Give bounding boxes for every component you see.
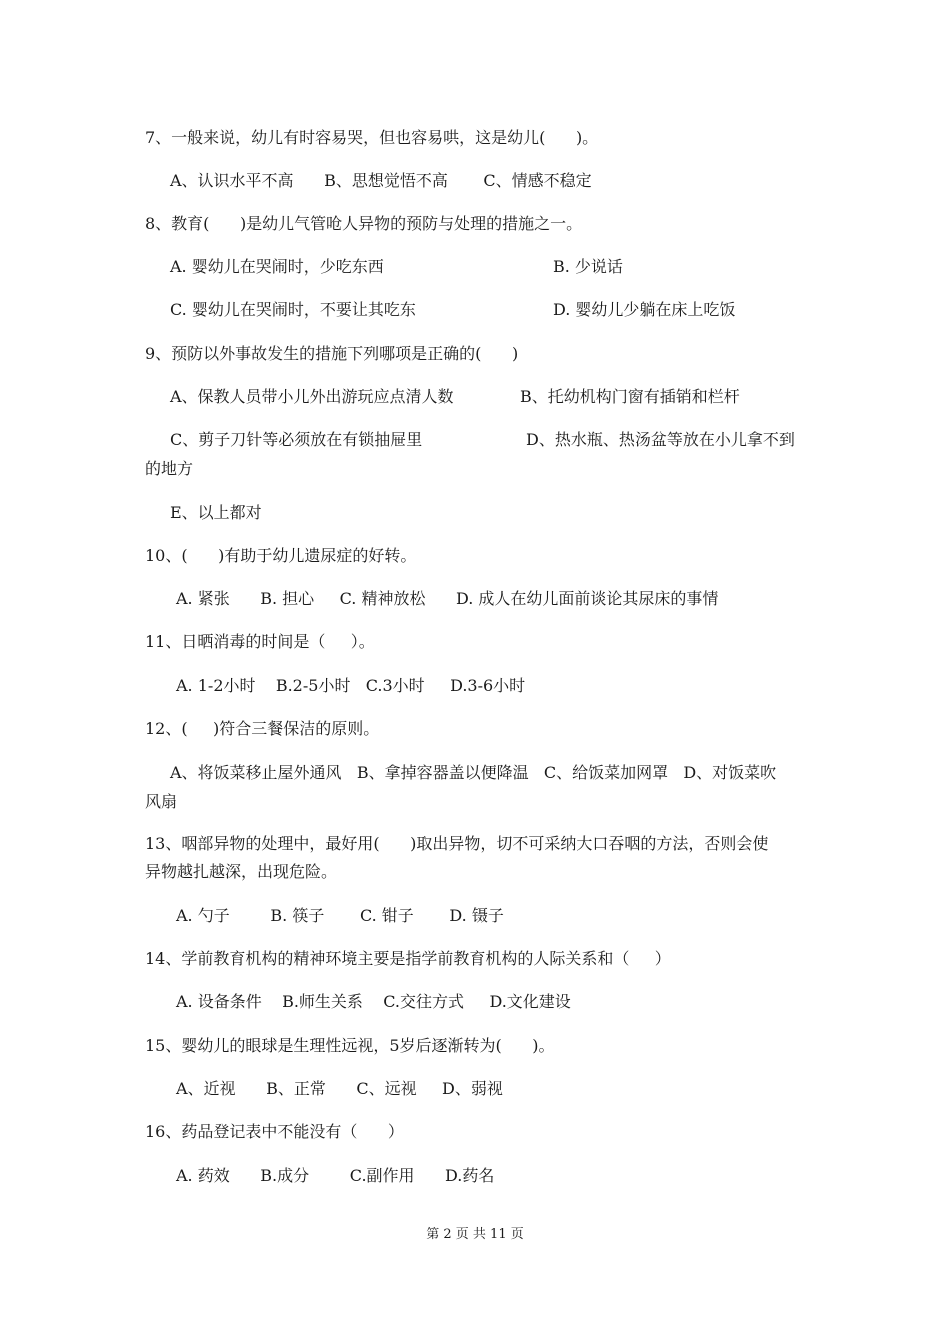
- question-8-option-c: C. 婴幼儿在哭闹时，不要让其吃东: [170, 300, 416, 319]
- question-11-options: A. 1-2小时 B.2-5小时 C.3小时 D.3-6小时: [176, 676, 526, 695]
- question-16-stem: 16、药品登记表中不能没有（ ）: [145, 1122, 404, 1141]
- page-number-footer: 第 2 页 共 11 页: [426, 1227, 524, 1242]
- question-9-option-d: D、热水瓶、热汤盆等放在小儿拿不到: [526, 430, 795, 449]
- question-8-option-a: A. 婴幼儿在哭闹时，少吃东西: [170, 257, 384, 276]
- question-8-option-b: B. 少说话: [553, 257, 623, 276]
- question-8-option-d: D. 婴幼儿少躺在床上吃饭: [553, 300, 736, 319]
- question-12-options: A、将饭菜移止屋外通风 B、拿掉容器盖以便降温 C、给饭菜加网罩 D、对饭菜吹: [170, 763, 777, 782]
- question-8-stem: 8、教育( )是幼儿气管呛人异物的预防与处理的措施之一。: [145, 214, 583, 233]
- question-15-options: A、近视 B、正常 C、远视 D、弱视: [176, 1079, 503, 1098]
- question-9-option-d-continued: 的地方: [145, 459, 194, 478]
- question-14-stem: 14、学前教育机构的精神环境主要是指学前教育机构的人际关系和（ ）: [145, 949, 671, 968]
- question-16-options: A. 药效 B.成分 C.副作用 D.药名: [176, 1166, 495, 1185]
- question-12-options-continued: 风扇: [145, 792, 178, 811]
- question-10-options: A. 紧张 B. 担心 C. 精神放松 D. 成人在幼儿面前谈论其尿床的事情: [176, 589, 719, 608]
- question-11-stem: 11、日晒消毒的时间是（ ）。: [145, 632, 375, 651]
- question-9-option-a: A、保教人员带小儿外出游玩应点清人数: [170, 387, 454, 406]
- question-13-options: A. 勺子 B. 筷子 C. 钳子 D. 镊子: [176, 906, 504, 925]
- question-13-stem: 13、咽部异物的处理中，最好用( )取出异物，切不可采纳大口吞咽的方法，否则会使: [145, 834, 769, 853]
- question-7-stem: 7、一般来说，幼儿有时容易哭，但也容易哄，这是幼儿( )。: [145, 128, 599, 147]
- question-7-options: A、认识水平不高 B、思想觉悟不高 C、情感不稳定: [170, 171, 592, 190]
- question-10-stem: 10、( )有助于幼儿遗尿症的好转。: [145, 546, 417, 565]
- question-9-option-c: C、剪子刀针等必须放在有锁抽屉里: [170, 430, 423, 449]
- question-9-option-b: B、托幼机构门窗有插销和栏杆: [520, 387, 740, 406]
- question-9-stem: 9、预防以外事故发生的措施下列哪项是正确的( ): [145, 344, 519, 363]
- question-14-options: A. 设备条件 B.师生关系 C.交往方式 D.文化建设: [176, 992, 571, 1011]
- question-12-stem: 12、( )符合三餐保洁的原则。: [145, 719, 380, 738]
- question-15-stem: 15、婴幼儿的眼球是生理性远视，5岁后逐渐转为( )。: [145, 1036, 555, 1055]
- question-13-stem-continued: 异物越扎越深，出现危险。: [145, 862, 338, 881]
- question-9-option-e: E、以上都对: [170, 503, 262, 522]
